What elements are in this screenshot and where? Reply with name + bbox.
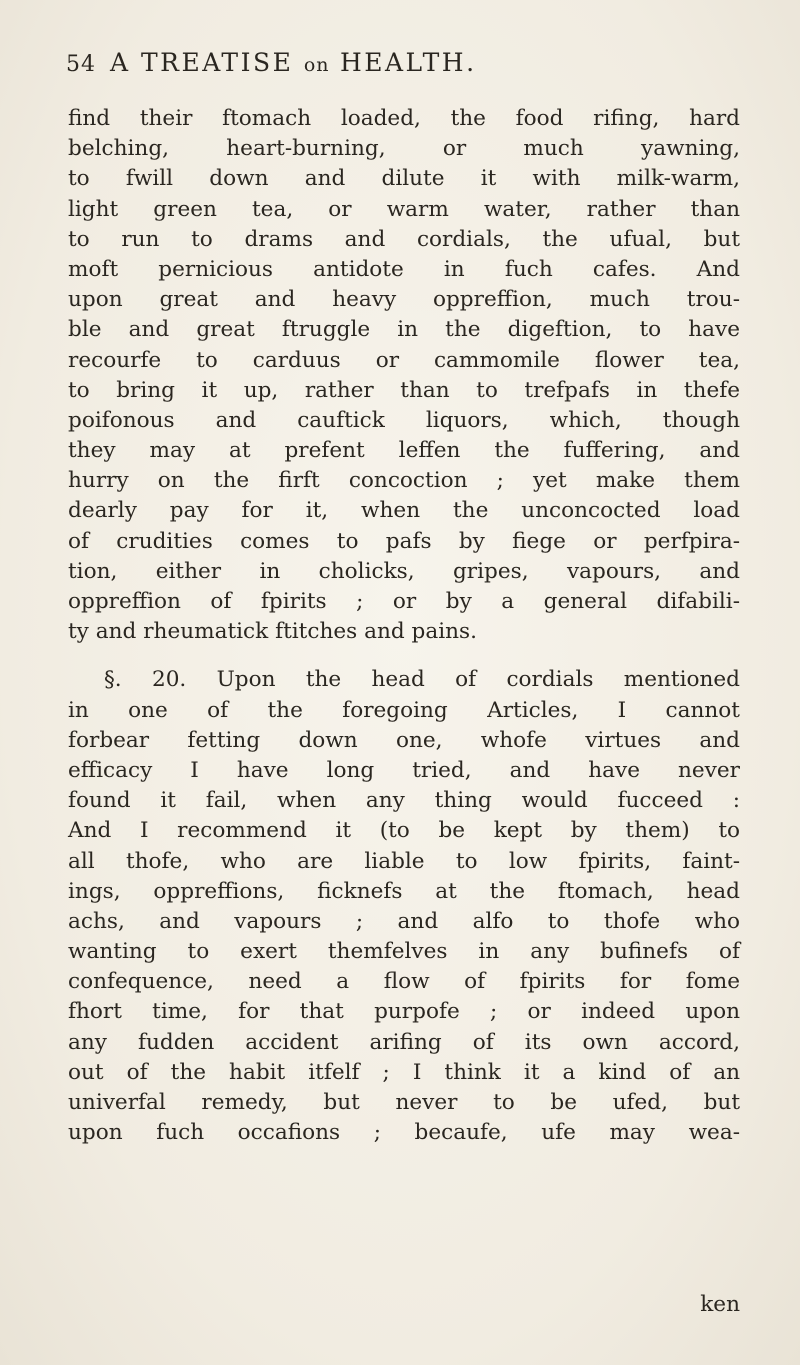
text-line: univerfal remedy, but never to be ufed, but: [68, 1090, 740, 1115]
text-line: to fwill down and dilute it with milk-warm,: [68, 166, 740, 192]
running-title: [110, 48, 477, 77]
text-line: recourfe to carduus or cammomile flower tea,: [68, 347, 740, 373]
text-line: forbear fetting down one, whofe virtues and: [68, 727, 740, 753]
text-line: all thofe, who are liable to low fpirits, faint-: [68, 848, 740, 874]
section-heading-line: §. 20. Upon the head of cordials mentioned: [104, 667, 740, 693]
catchword: ken: [700, 1292, 740, 1317]
text-line: hurry on the firft concoction ; yet make them: [68, 468, 740, 494]
paragraph-2: [68, 665, 740, 1148]
text-line: poifonous and cauftick liquors, which, though: [68, 407, 740, 433]
text-line: in one of the foregoing Articles, I cannot: [68, 697, 740, 723]
body-text: [68, 104, 740, 1148]
text-line: out of the habit itfelf ; I think it a kind of an: [68, 1059, 740, 1085]
text-line: confequence, need a flow of fpirits for fome: [68, 969, 740, 995]
running-title-main: A TREATISE: [110, 48, 304, 77]
text-line: any fudden accident arifing of its own accord,: [68, 1029, 740, 1055]
text-line: find their ftomach loaded, the food rifing, hard: [68, 106, 740, 131]
text-line: upon great and heavy oppreffion, much trou-: [68, 287, 740, 313]
text-line: wanting to exert themfelves in any bufinefs of: [68, 939, 740, 965]
text-line: ble and great ftruggle in the digeftion, to have: [68, 317, 740, 343]
text-line: oppreffion of fpirits ; or by a general difabili-: [68, 589, 740, 614]
text-line: light green tea, or warm water, rather than: [68, 196, 740, 222]
text-line: found it fail, when any thing would fucceed :: [68, 788, 740, 814]
text-line: achs, and vapours ; and alfo to thofe who: [68, 908, 740, 934]
text-line: efficacy I have long tried, and have never: [68, 757, 740, 783]
text-line: belching, heart-burning, or much yawning,: [68, 136, 740, 162]
text-line: upon fuch occafions ; becaufe, ufe may wea-: [68, 1120, 740, 1146]
text-line: ings, oppreffions, ficknefs at the ftomach, head: [68, 878, 740, 904]
text-line: they may at prefent leffen the fuffering, and: [68, 438, 740, 464]
paragraph-gap: [68, 647, 740, 665]
text-line: to run to drams and cordials, the ufual, but: [68, 226, 740, 252]
text-line: dearly pay for it, when the unconcocted load: [68, 498, 740, 524]
page-number: 54: [66, 52, 96, 77]
running-title-on: on: [303, 54, 330, 76]
paragraph-1: [68, 104, 740, 647]
running-head: [66, 48, 740, 84]
text-line: tion, either in cholicks, gripes, vapours, and: [68, 558, 740, 584]
running-title-end: HEALTH.: [329, 48, 477, 77]
text-line: And I recommend it (to be kept by them) to: [68, 818, 740, 844]
text-line: ty and rheumatick ftitches and pains.: [68, 619, 478, 645]
text-line: of crudities comes to pafs by fiege or perfpira-: [68, 528, 740, 554]
text-line: moft pernicious antidote in fuch cafes. And: [68, 256, 740, 282]
text-line: fhort time, for that purpofe ; or indeed upon: [68, 999, 740, 1025]
text-line: to bring it up, rather than to trefpafs in thefe: [68, 377, 740, 403]
